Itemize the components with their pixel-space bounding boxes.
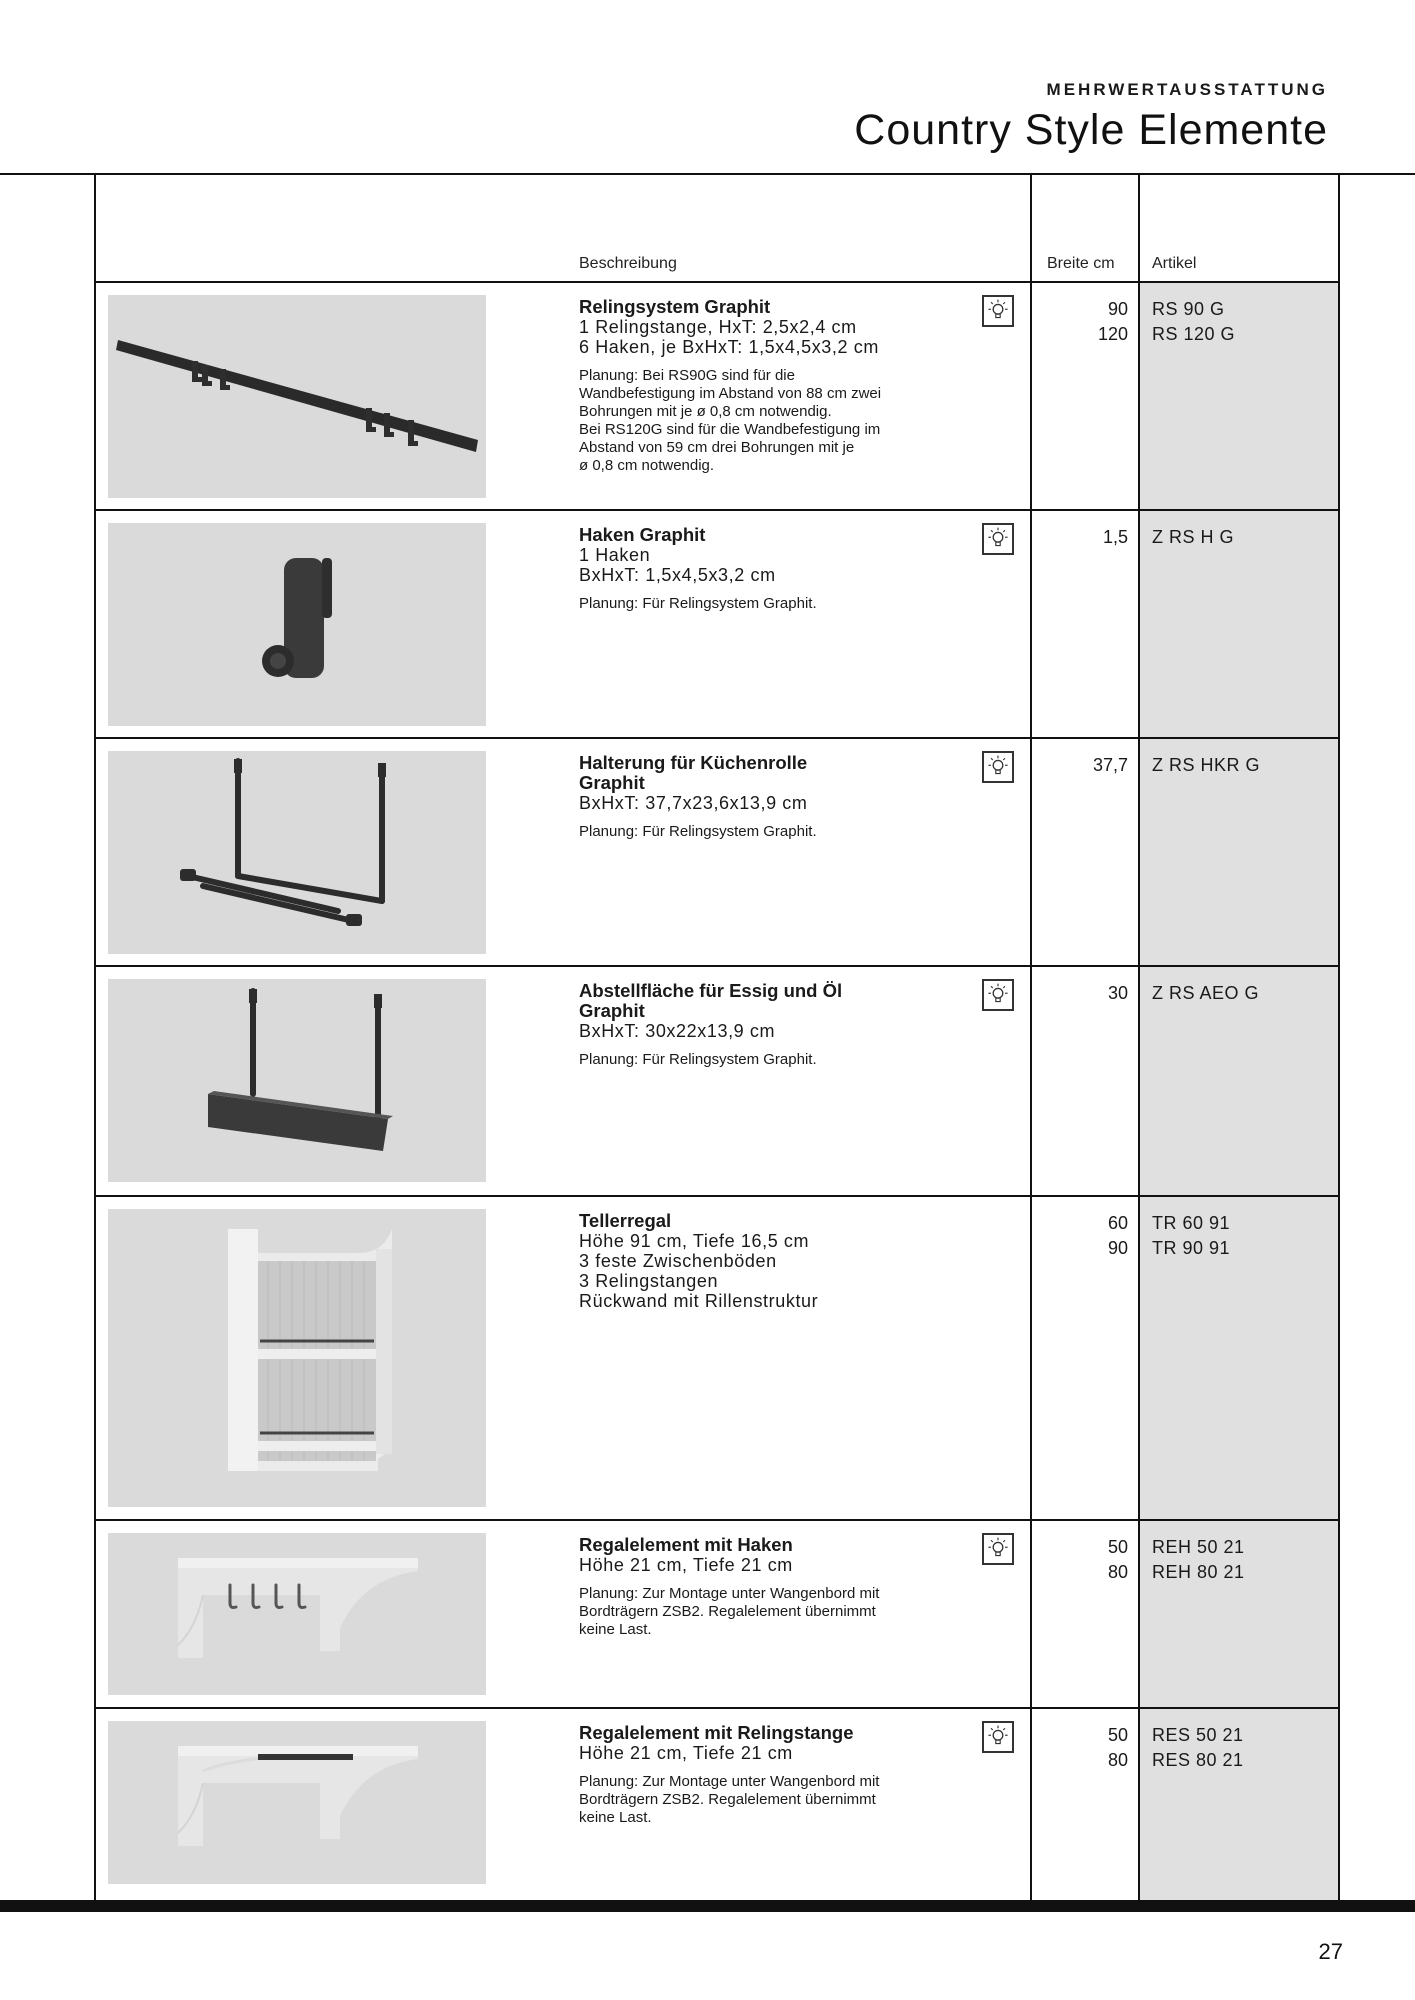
article-number: RES 50 21 bbox=[1152, 1725, 1244, 1745]
article-number: TR 60 91 bbox=[1152, 1213, 1231, 1233]
product-title: Abstellfläche für Essig und Öl Graphit bbox=[579, 980, 843, 1021]
table-row bbox=[94, 1521, 1340, 1709]
width-value: 120 bbox=[1097, 324, 1128, 344]
product-spec-line: 3 feste Zwischenböden bbox=[579, 1251, 777, 1271]
product-title: Halterung für Küchenrolle Graphit bbox=[579, 752, 808, 793]
product-spec-line: Höhe 21 cm, Tiefe 21 cm bbox=[579, 1743, 793, 1763]
article-numbers bbox=[1152, 753, 1260, 778]
product-image-rail-system bbox=[108, 295, 486, 498]
product-image-shelf-with-rail bbox=[108, 1721, 486, 1884]
article-number: TR 90 91 bbox=[1152, 1238, 1231, 1258]
article-number: Z RS HKR G bbox=[1152, 755, 1261, 775]
product-image-paper-towel-holder bbox=[108, 751, 486, 954]
planning-note-line: Planung: Zur Montage unter Wangenbord mit bbox=[579, 1585, 880, 1602]
section-kicker: MEHRWERTAUSSTATTUNG bbox=[1046, 80, 1328, 99]
width-values bbox=[1034, 525, 1128, 550]
planning-note-line: keine Last. bbox=[579, 1621, 652, 1638]
article-number: RS 90 G bbox=[1152, 299, 1225, 319]
width-value: 90 bbox=[1107, 1238, 1128, 1258]
product-description bbox=[579, 525, 979, 613]
product-table bbox=[94, 175, 1340, 1900]
planning-note-line: Bei RS120G sind für die Wandbefestigung im bbox=[579, 421, 881, 438]
article-numbers bbox=[1152, 981, 1259, 1006]
product-spec-line: Rückwand mit Rillenstruktur bbox=[579, 1291, 819, 1311]
product-spec-line: 1 Relingstange, HxT: 2,5x2,4 cm bbox=[579, 317, 857, 337]
article-number: RS 120 G bbox=[1152, 324, 1236, 344]
article-number: REH 80 21 bbox=[1152, 1562, 1245, 1582]
width-value: 50 bbox=[1107, 1537, 1128, 1557]
product-image-bottle-shelf bbox=[108, 979, 486, 1182]
table-row bbox=[94, 1709, 1340, 1900]
product-title: Tellerregal bbox=[579, 1210, 672, 1231]
product-title: Haken Graphit bbox=[579, 524, 706, 545]
planning-note-line: ø 0,8 cm notwendig. bbox=[579, 457, 715, 474]
article-numbers bbox=[1152, 525, 1234, 550]
width-value: 50 bbox=[1107, 1725, 1128, 1745]
lightbulb-icon bbox=[982, 751, 1014, 783]
article-number: Z RS H G bbox=[1152, 527, 1235, 547]
width-value: 30 bbox=[1107, 983, 1128, 1003]
planning-note-line: Abstand von 59 cm drei Bohrungen mit je bbox=[579, 439, 855, 456]
page-number: 27 bbox=[1318, 1939, 1343, 1964]
width-values bbox=[1034, 1535, 1128, 1585]
lightbulb-icon bbox=[982, 1721, 1014, 1753]
width-values bbox=[1034, 981, 1128, 1006]
width-values bbox=[1034, 1723, 1128, 1773]
product-spec-line: BxHxT: 30x22x13,9 cm bbox=[579, 1021, 776, 1041]
lightbulb-icon bbox=[982, 523, 1014, 555]
product-description bbox=[579, 297, 979, 475]
article-numbers bbox=[1152, 1535, 1245, 1585]
table-row bbox=[94, 967, 1340, 1197]
planning-note-line: Planung: Für Relingsystem Graphit. bbox=[579, 1051, 817, 1068]
table-row bbox=[94, 511, 1340, 739]
article-numbers bbox=[1152, 1723, 1244, 1773]
lightbulb-icon bbox=[982, 295, 1014, 327]
width-value: 60 bbox=[1107, 1213, 1128, 1233]
planning-note-line: Planung: Bei RS90G sind für die bbox=[579, 367, 795, 384]
product-image-plate-rack bbox=[108, 1209, 486, 1507]
column-header-article: Artikel bbox=[1152, 255, 1197, 272]
planning-note-line: Planung: Für Relingsystem Graphit. bbox=[579, 595, 817, 612]
planning-note-line: Wandbefestigung im Abstand von 88 cm zwei bbox=[579, 385, 882, 402]
article-number: Z RS AEO G bbox=[1152, 983, 1260, 1003]
product-title: Regalelement mit Haken bbox=[579, 1534, 793, 1555]
article-numbers bbox=[1152, 1211, 1230, 1261]
product-title: Relingsystem Graphit bbox=[579, 296, 771, 317]
table-row bbox=[94, 283, 1340, 511]
article-number: REH 50 21 bbox=[1152, 1537, 1245, 1557]
lightbulb-icon bbox=[982, 1533, 1014, 1565]
width-value: 80 bbox=[1107, 1562, 1128, 1582]
width-values bbox=[1034, 1211, 1128, 1261]
product-spec-line: BxHxT: 1,5x4,5x3,2 cm bbox=[579, 565, 776, 585]
product-spec-line: 3 Relingstangen bbox=[579, 1271, 719, 1291]
page-title: Country Style Elemente bbox=[854, 106, 1328, 154]
product-description bbox=[579, 1535, 979, 1639]
width-value: 90 bbox=[1107, 299, 1128, 319]
planning-note-line: Bordträgern ZSB2. Regalelement übernimmt bbox=[579, 1603, 876, 1620]
product-spec-line: 1 Haken bbox=[579, 545, 651, 565]
table-row bbox=[94, 1197, 1340, 1521]
width-value: 1,5 bbox=[1102, 527, 1128, 547]
table-row bbox=[94, 739, 1340, 967]
product-image-shelf-with-hooks bbox=[108, 1533, 486, 1695]
column-header-description: Beschreibung bbox=[579, 255, 677, 272]
product-spec-line: 6 Haken, je BxHxT: 1,5x4,5x3,2 cm bbox=[579, 337, 879, 357]
width-values bbox=[1034, 753, 1128, 778]
product-spec-line: Höhe 91 cm, Tiefe 16,5 cm bbox=[579, 1231, 810, 1251]
column-header-width: Breite cm bbox=[1047, 255, 1115, 272]
width-value: 37,7 bbox=[1092, 755, 1128, 775]
product-image-hook bbox=[108, 523, 486, 726]
planning-note-line: keine Last. bbox=[579, 1809, 652, 1826]
article-numbers bbox=[1152, 297, 1235, 347]
product-description bbox=[579, 753, 979, 841]
article-number: RES 80 21 bbox=[1152, 1750, 1244, 1770]
lightbulb-icon bbox=[982, 979, 1014, 1011]
planning-note-line: Bohrungen mit je ø 0,8 cm notwendig. bbox=[579, 403, 832, 420]
product-spec-line: Höhe 21 cm, Tiefe 21 cm bbox=[579, 1555, 793, 1575]
product-title: Regalelement mit Relingstange bbox=[579, 1722, 854, 1743]
footer-bar bbox=[0, 1900, 1415, 1912]
product-spec-line: BxHxT: 37,7x23,6x13,9 cm bbox=[579, 793, 808, 813]
product-description bbox=[579, 981, 979, 1069]
width-values bbox=[1034, 297, 1128, 347]
product-description bbox=[579, 1723, 979, 1827]
planning-note-line: Bordträgern ZSB2. Regalelement übernimmt bbox=[579, 1791, 876, 1808]
planning-note-line: Planung: Zur Montage unter Wangenbord mit bbox=[579, 1773, 880, 1790]
width-value: 80 bbox=[1107, 1750, 1128, 1770]
product-description bbox=[579, 1211, 979, 1311]
planning-note-line: Planung: Für Relingsystem Graphit. bbox=[579, 823, 817, 840]
